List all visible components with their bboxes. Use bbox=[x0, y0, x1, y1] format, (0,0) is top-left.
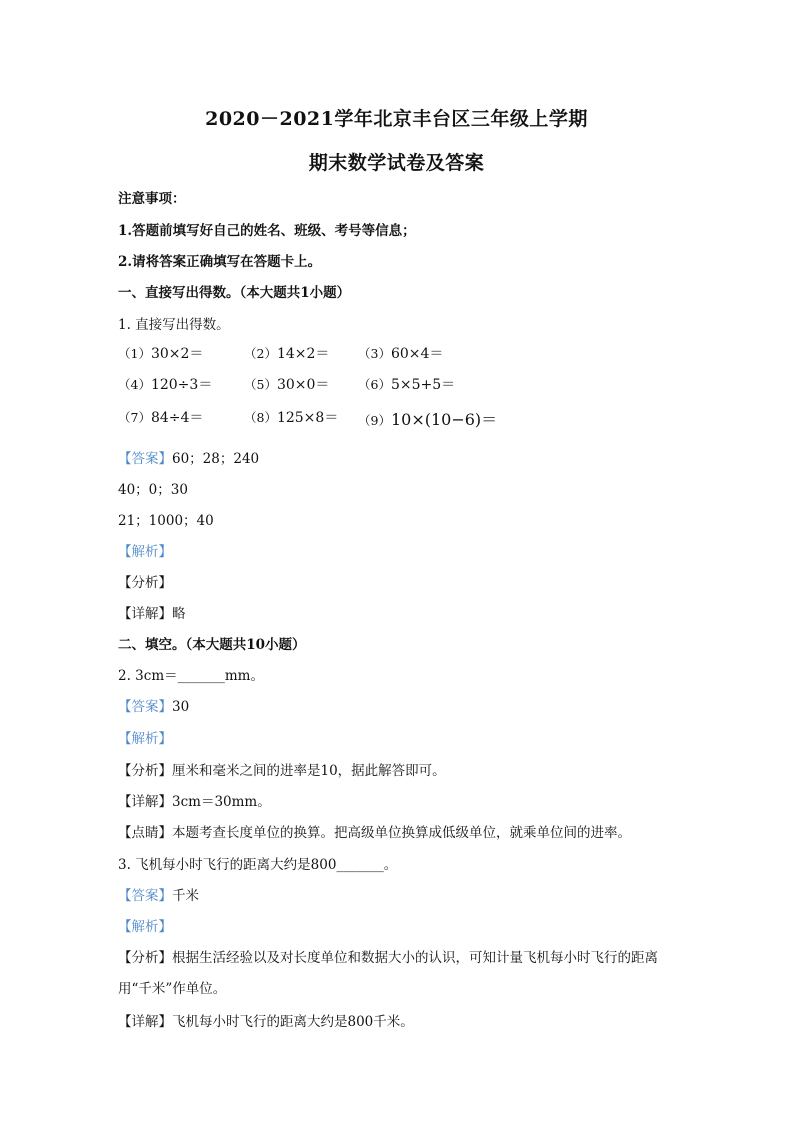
dianjing-text: 本题考查长度单位的换算。把高级单位换算成低级单位，就乘单位间的进率。 bbox=[172, 825, 631, 841]
q1-analysis-tag: 【解析】 bbox=[118, 544, 172, 560]
fenxi-text: 根据生活经验以及对长度单位和数据大小的认识，可知计量飞机每小时飞行的距离 bbox=[172, 950, 658, 966]
arith-item: （2）14×2＝ bbox=[244, 346, 330, 362]
arith-item: （5）30×0＝ bbox=[244, 377, 330, 393]
answer-tag: 【答案】 bbox=[118, 699, 172, 715]
notice-item-2: 2.请将答案正确填写在答题卡上。 bbox=[118, 254, 322, 270]
detail-tag: 【详解】 bbox=[118, 606, 172, 622]
q1-detail bbox=[118, 602, 186, 622]
detail-tag: 【详解】 bbox=[118, 1014, 172, 1030]
answer-text: 60；28；240 bbox=[172, 451, 260, 467]
answer-text: 千米 bbox=[172, 888, 199, 904]
page-title-line1: 2020－2021学年北京丰台区三年级上学期 bbox=[205, 108, 588, 130]
q1-fenxi-tag: 【分析】 bbox=[118, 575, 172, 591]
q2-fenxi bbox=[118, 759, 446, 779]
detail-text: 3cm＝30mm。 bbox=[172, 794, 271, 810]
notice-item-1: 1.答题前填写好自己的姓名、班级、考号等信息； bbox=[118, 223, 416, 239]
q1-answer-line3: 21；1000；40 bbox=[118, 513, 214, 529]
q3-answer bbox=[118, 884, 199, 904]
question-1-stem: 1. 直接写出得数。 bbox=[118, 317, 230, 333]
q3-fenxi-line2: 用“千米”作单位。 bbox=[118, 981, 227, 997]
section2-heading: 二、填空。（本大题共10小题） bbox=[118, 637, 306, 653]
arith-item: （6）5×5+5＝ bbox=[358, 377, 456, 393]
arith-item: （8）125×8＝ bbox=[244, 410, 339, 426]
detail-tag: 【详解】 bbox=[118, 794, 172, 810]
q2-detail bbox=[118, 790, 271, 810]
fenxi-tag: 【分析】 bbox=[118, 763, 172, 779]
arith-item: （3）60×4＝ bbox=[358, 346, 444, 362]
fenxi-text: 厘米和毫米之间的进率是10，据此解答即可。 bbox=[172, 763, 446, 779]
q2-analysis-tag: 【解析】 bbox=[118, 731, 172, 747]
dianjing-tag: 【点睛】 bbox=[118, 825, 172, 841]
section1-heading: 一、直接写出得数。（本大题共1小题） bbox=[118, 285, 351, 301]
question-3-stem: 3. 飞机每小时飞行的距离大约是800_______。 bbox=[118, 857, 398, 873]
notice-heading: 注意事项： bbox=[118, 191, 186, 207]
detail-text: 略 bbox=[172, 606, 186, 622]
answer-tag: 【答案】 bbox=[118, 888, 172, 904]
q3-analysis-tag: 【解析】 bbox=[118, 919, 172, 935]
arith-item: （7）84÷4＝ bbox=[118, 410, 204, 426]
page-title-line2: 期末数学试卷及答案 bbox=[308, 152, 485, 174]
arith-item: （9）10×(10−6)＝ bbox=[358, 410, 498, 429]
question-2-stem: 2. 3cm＝_______mm。 bbox=[118, 668, 264, 684]
q2-dianjing bbox=[118, 821, 631, 841]
q3-fenxi bbox=[118, 946, 658, 966]
q1-answer bbox=[118, 447, 259, 467]
arith-item: （1）30×2＝ bbox=[118, 346, 204, 362]
detail-text: 飞机每小时飞行的距离大约是800千米。 bbox=[172, 1014, 414, 1030]
q1-answer-line2: 40；0；30 bbox=[118, 482, 188, 498]
answer-tag: 【答案】 bbox=[118, 451, 172, 467]
answer-text: 30 bbox=[172, 699, 190, 715]
q2-answer bbox=[118, 695, 189, 715]
q3-detail bbox=[118, 1010, 414, 1030]
fenxi-tag: 【分析】 bbox=[118, 950, 172, 966]
arith-item: （4）120÷3＝ bbox=[118, 377, 213, 393]
